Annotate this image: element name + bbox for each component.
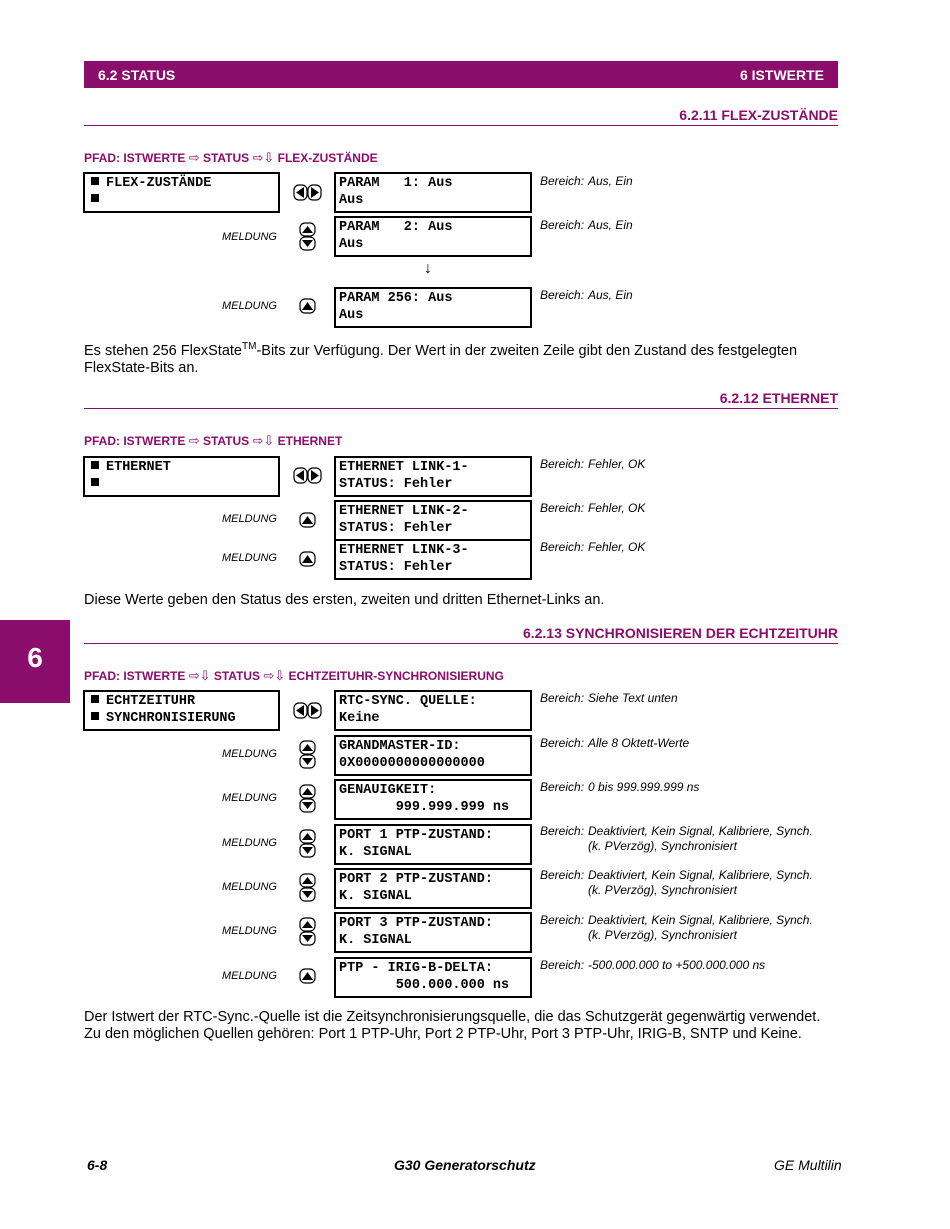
rtc-description: Der Istwert der RTC-Sync.-Quelle ist die Zeitsynchronisierungsquelle, die das Schutzgerät gegenwärtig verwendet. Zu den möglichen Quellen gehören: Port 1 PTP-Uhr, Port 2 PTP-Uhr, Port 3 PTP-Uhr, IRIG-B, SNTP und Keine. — [84, 1009, 821, 1042]
range-ethernet-link-3: Bereich: Fehler, OK — [540, 540, 646, 554]
header-chapter: 6 ISTWERTE — [739, 67, 824, 83]
meldung-label: MELDUNG — [221, 552, 277, 564]
meldung-label: MELDUNG — [221, 925, 277, 937]
footer-document-title: G30 Generatorschutz — [394, 1157, 536, 1173]
bullet-square-icon — [91, 194, 99, 202]
header-section: 6.2 STATUS — [98, 67, 176, 83]
range-rtc-sync-source: Bereich: Siehe Text unten — [540, 691, 678, 705]
up-arrow-icon[interactable] — [293, 551, 323, 568]
bullet-square-icon — [91, 177, 99, 185]
ptp-irig-b-delta-display[interactable]: PTP - IRIG-B-DELTA: 500.000.000 ns — [334, 957, 532, 998]
range-ethernet-link-2: Bereich: Fehler, OK — [540, 501, 646, 515]
bullet-square-icon — [91, 712, 99, 720]
port-1-ptp-state-display[interactable]: PORT 1 PTP-ZUSTAND: K. SIGNAL — [334, 824, 532, 865]
up-down-arrows-icon[interactable] — [293, 829, 323, 859]
section-heading-rtc: 6.2.13 SYNCHRONISIEREN DER ECHTZEITUHR — [84, 625, 838, 644]
range-flex-param-256: Bereich: Aus, Ein — [540, 288, 633, 302]
up-down-arrows-icon[interactable] — [293, 740, 323, 770]
menu-path-flex: PFAD: ISTWERTE ⇨ STATUS ⇨⇩ FLEX-ZUSTÄNDE — [84, 150, 378, 165]
ethernet-link-1-display[interactable]: ETHERNET LINK-1- STATUS: Fehler — [334, 456, 532, 497]
meldung-label: MELDUNG — [221, 970, 277, 982]
up-down-arrows-icon[interactable] — [293, 917, 323, 947]
meldung-label: MELDUNG — [221, 300, 277, 312]
port-2-ptp-state-display[interactable]: PORT 2 PTP-ZUSTAND: K. SIGNAL — [334, 868, 532, 909]
section-heading-ethernet: 6.2.12 ETHERNET — [84, 390, 838, 409]
meldung-label: MELDUNG — [221, 231, 277, 243]
left-right-arrows-icon[interactable] — [293, 184, 323, 202]
meldung-label: MELDUNG — [221, 513, 277, 525]
bullet-square-icon — [91, 695, 99, 703]
ethernet-description: Diese Werte geben den Status des ersten, zweiten und dritten Ethernet-Links an. — [84, 592, 605, 608]
flex-param-1-display[interactable]: PARAM 1: Aus Aus — [334, 172, 532, 213]
chapter-tab: 6 — [0, 620, 70, 703]
continuation-arrow-icon: ↓ — [424, 260, 432, 277]
meldung-label: MELDUNG — [221, 748, 277, 760]
menu-path-rtc: PFAD: ISTWERTE ⇨⇩ STATUS ⇨⇩ ECHTZEITUHR-SYNCHRONISIERUNG — [84, 668, 504, 683]
flex-param-256-display[interactable]: PARAM 256: Aus Aus — [334, 287, 532, 328]
left-right-arrows-icon[interactable] — [293, 702, 323, 720]
flex-states-header-display[interactable]: FLEX-ZUSTÄNDE — [83, 172, 280, 213]
flex-param-2-display[interactable]: PARAM 2: Aus Aus — [334, 216, 532, 257]
meldung-label: MELDUNG — [221, 881, 277, 893]
left-right-arrows-icon[interactable] — [293, 467, 323, 485]
accuracy-display[interactable]: GENAUIGKEIT: 999.999.999 ns — [334, 779, 532, 820]
grandmaster-id-display[interactable]: GRANDMASTER-ID: 0X0000000000000000 — [334, 735, 532, 776]
range-port-3-ptp-state: Bereich: Deaktiviert, Kein Signal, Kalibriere, Synch. (k. PVerzög), Synchronisiert — [540, 913, 813, 942]
bullet-square-icon — [91, 461, 99, 469]
range-ethernet-link-1: Bereich: Fehler, OK — [540, 457, 646, 471]
range-ptp-irig-b-delta: Bereich: -500.000.000 to +500.000.000 ns — [540, 958, 766, 972]
rtc-sync-header-display[interactable]: ECHTZEITUHR SYNCHRONISIERUNG — [83, 690, 280, 731]
range-port-1-ptp-state: Bereich: Deaktiviert, Kein Signal, Kalibriere, Synch. (k. PVerzög), Synchronisiert — [540, 824, 813, 853]
ethernet-header-display[interactable]: ETHERNET — [83, 456, 280, 497]
up-down-arrows-icon[interactable] — [293, 222, 323, 252]
menu-path-ethernet: PFAD: ISTWERTE ⇨ STATUS ⇨⇩ ETHERNET — [84, 433, 343, 448]
bullet-square-icon — [91, 478, 99, 486]
flex-description: Es stehen 256 FlexState™-Bits zur Verfügung. Der Wert in der zweiten Zeile gibt den Zustand des festgelegten FlexState-Bits an. — [84, 341, 798, 376]
meldung-label: MELDUNG — [221, 792, 277, 804]
page-header-bar — [84, 61, 838, 88]
range-flex-param-2: Bereich: Aus, Ein — [540, 218, 633, 232]
range-port-2-ptp-state: Bereich: Deaktiviert, Kein Signal, Kalibriere, Synch. (k. PVerzög), Synchronisiert — [540, 868, 813, 897]
ethernet-link-2-display[interactable]: ETHERNET LINK-2- STATUS: Fehler — [334, 500, 532, 541]
ethernet-link-3-display[interactable]: ETHERNET LINK-3- STATUS: Fehler — [334, 539, 532, 580]
up-arrow-icon[interactable] — [293, 298, 323, 315]
range-accuracy: Bereich: 0 bis 999.999.999 ns — [540, 780, 700, 794]
range-grandmaster-id: Bereich: Alle 8 Oktett-Werte — [540, 736, 690, 750]
up-down-arrows-icon[interactable] — [293, 873, 323, 903]
footer-brand: GE Multilin — [774, 1157, 842, 1173]
up-arrow-icon[interactable] — [293, 968, 323, 985]
up-down-arrows-icon[interactable] — [293, 784, 323, 814]
up-arrow-icon[interactable] — [293, 512, 323, 529]
meldung-label: MELDUNG — [221, 837, 277, 849]
range-flex-param-1: Bereich: Aus, Ein — [540, 174, 633, 188]
footer-page-number: 6-8 — [87, 1157, 108, 1173]
rtc-sync-source-display[interactable]: RTC-SYNC. QUELLE: Keine — [334, 690, 532, 731]
port-3-ptp-state-display[interactable]: PORT 3 PTP-ZUSTAND: K. SIGNAL — [334, 912, 532, 953]
section-heading-flex: 6.2.11 FLEX-ZUSTÄNDE — [84, 107, 838, 126]
